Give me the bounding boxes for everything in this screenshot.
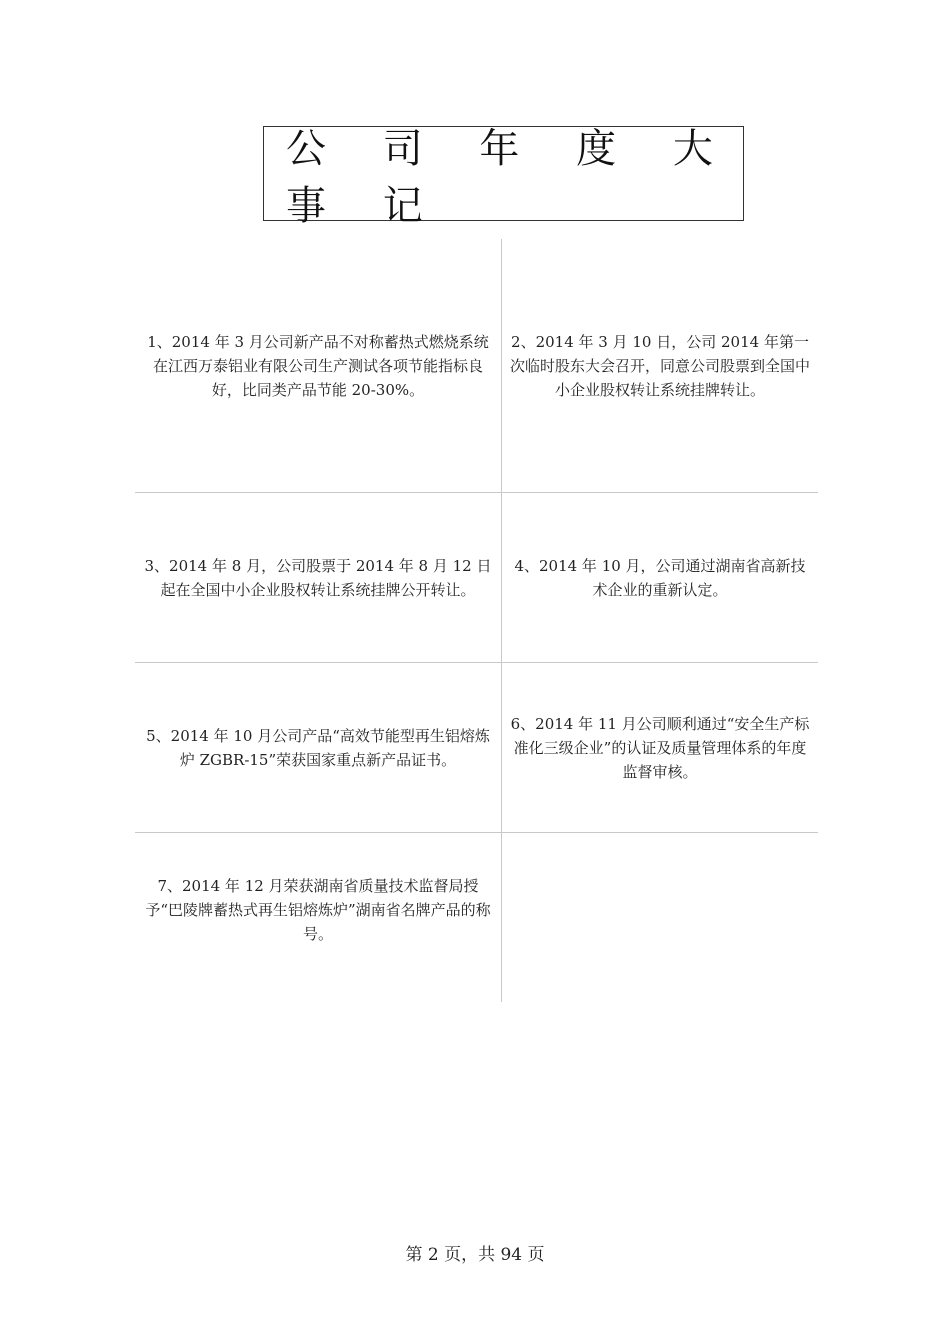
page-title: 公 司 年 度 大 事 记 — [286, 125, 735, 229]
event-cell-2 — [502, 239, 818, 492]
event-text-7: 7、2014 年 12 月荣获湖南省质量技术监督局授予“巴陵牌蓄热式再生铝熔炼炉”湖南省名牌产品的称号。 — [145, 877, 491, 943]
event-text-1: 1、2014 年 3 月公司新产品不对称蓄热式燃烧系统在江西万泰铝业有限公司生产测试各项节能指标良好，比同类产品节能 20-30%。 — [147, 332, 489, 399]
event-cell-3 — [135, 493, 501, 662]
event-text-5: 5、2014 年 10 月公司产品“高效节能型再生铝熔炼炉 ZGBR-15”荣获国家重点新产品证书。 — [146, 726, 490, 769]
event-cell-6 — [502, 663, 818, 832]
title-box — [263, 125, 744, 229]
event-cell-1 — [135, 239, 501, 492]
event-text-4: 4、2014 年 10 月，公司通过湖南省高新技术企业的重新认定。 — [514, 556, 806, 599]
events-grid — [135, 239, 818, 1002]
page-footer: 第 2 页，共 94 页 — [405, 1245, 545, 1265]
event-text-6: 6、2014 年 11 月公司顺利通过“安全生产标准化三级企业”的认证及质量管理体系的年度监督审核。 — [510, 714, 810, 781]
event-text-2: 2、2014 年 3 月 10 日，公司 2014 年第一次临时股东大会召开，同意公司股票到全国中小企业股权转让系统挂牌转让。 — [509, 332, 810, 399]
event-cell-7 — [135, 833, 501, 1002]
event-cell-5 — [135, 663, 501, 832]
event-cell-4 — [502, 493, 818, 662]
event-cell-empty — [502, 833, 818, 1002]
event-text-3: 3、2014 年 8 月，公司股票于 2014 年 8 月 12 日起在全国中小企业股权转让系统挂牌公开转让。 — [144, 556, 492, 599]
